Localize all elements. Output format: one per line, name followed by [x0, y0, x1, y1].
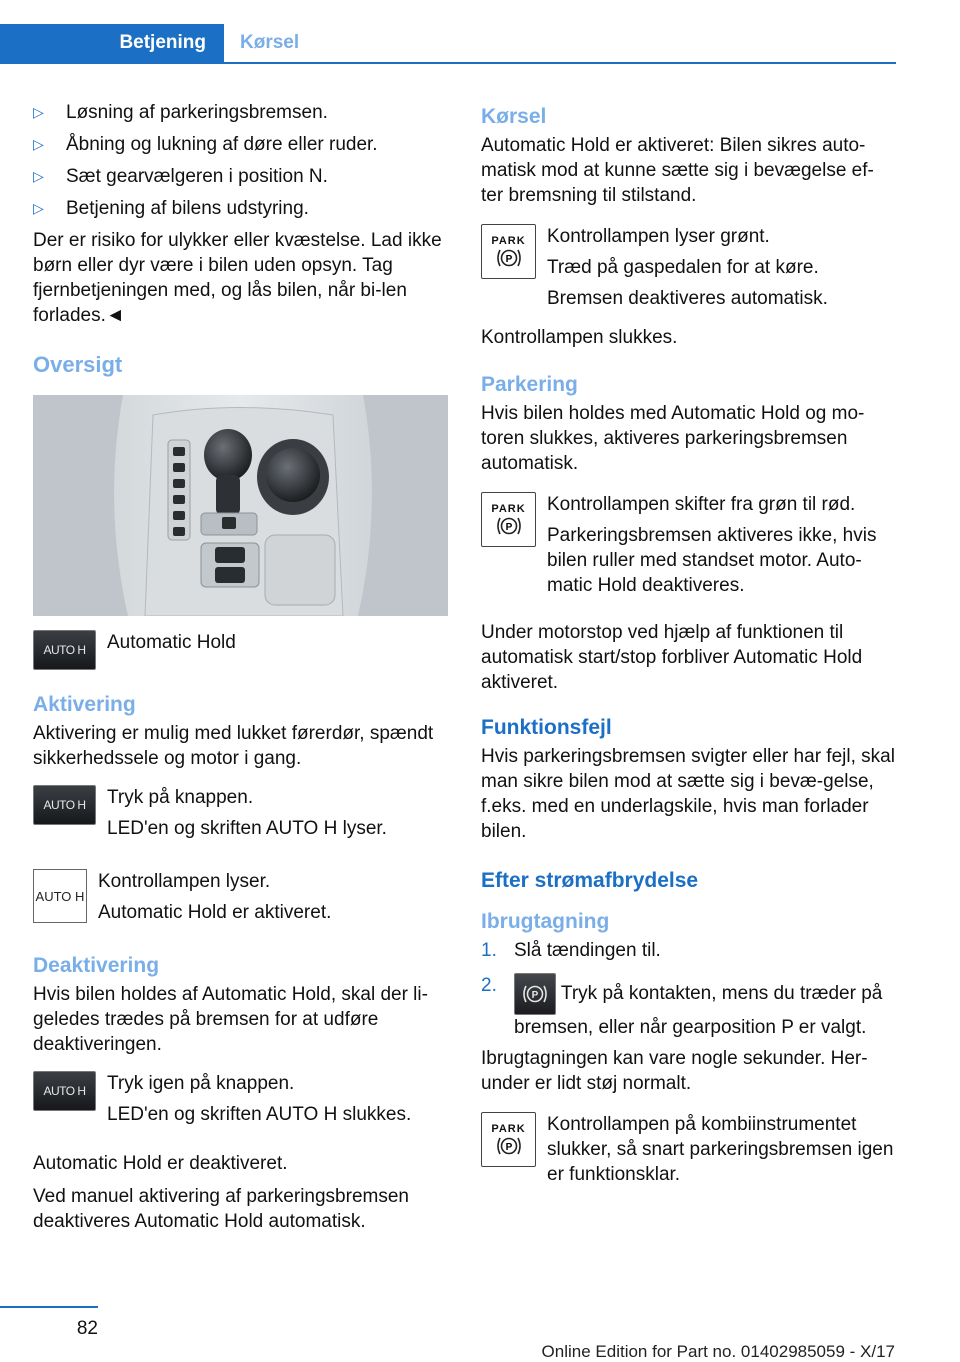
- funktionsfejl-heading: Funktionsfejl: [481, 716, 612, 739]
- korsel-heading: Kørsel: [481, 105, 547, 128]
- right-column: [481, 100, 895, 1201]
- lamp-text-2: Automatic Hold er aktiveret.: [98, 902, 332, 923]
- oversigt-heading: Oversigt: [33, 352, 123, 377]
- numbered-list: [481, 938, 895, 1040]
- list-item: 2. P Tryk på kontakten, mens du træder på bremsen, eller når gearposition P er valgt.: [481, 975, 883, 1038]
- korsel-lamp-3: Bremsen deaktiveres automatisk.: [547, 288, 828, 309]
- final-lamp-row: [481, 1112, 895, 1193]
- deaktivering-heading: Deaktivering: [33, 954, 160, 977]
- svg-text:P: P: [505, 1141, 512, 1153]
- aktivering-step-row: [33, 785, 448, 847]
- list-item: ▷ Sæt gearvælgeren i position N.: [33, 166, 328, 187]
- footer-rule: [0, 1306, 98, 1308]
- aktivering-heading: Aktivering: [33, 693, 136, 716]
- list-item: 1. Slå tændingen til.: [481, 940, 661, 961]
- bullet-list: [33, 100, 448, 221]
- korsel-lamp-row: [481, 224, 895, 317]
- center-console-illustration: [33, 395, 448, 616]
- triangle-bullet-icon: ▷: [33, 168, 44, 184]
- svg-text:P: P: [505, 253, 512, 265]
- parkering-heading: Parkering: [481, 373, 578, 396]
- triangle-bullet-icon: ▷: [33, 200, 44, 216]
- aktivering-step-1: Tryk på knappen.: [107, 787, 254, 808]
- deaktivering-text: Hvis bilen holdes af Automatic Hold, skal der li‐geledes trædes på bremsen for at udføre deaktiveringen.: [33, 984, 428, 1055]
- svg-text:P: P: [505, 521, 512, 533]
- deaktivering-step-1: Tryk igen på knappen.: [107, 1073, 295, 1094]
- auto-h-indicator-icon: AUTO H: [33, 869, 87, 923]
- console-photo: [33, 395, 448, 616]
- korsel-after: Kontrollampen slukkes.: [481, 327, 678, 348]
- warning-text: Der er risiko for ulykker eller kvæstelse. Lad ikke børn eller dyr være i bilen uden opsyn. Tag fjernbetjeningen med, og lås bilen, når bi‐len forlades.◄: [33, 230, 442, 326]
- ibrugtagning-heading: Ibrugtagning: [481, 910, 610, 933]
- parkering-lamp-2: Parkeringsbremsen aktiveres ikke, hvis bilen ruller med standset motor. Auto‐matic Hold deaktiveres.: [547, 525, 877, 596]
- parkering-lamp-1: Kontrollampen skifter fra grøn til rød.: [547, 494, 856, 515]
- tab-korsel[interactable]: Kørsel: [240, 32, 300, 53]
- strom-heading: Efter strømafbrydelse: [481, 869, 699, 892]
- parkering-after: Under motorstop ved hjælp af funktionen til automatisk start/stop forbliver Automatic Hold aktiveret.: [481, 622, 863, 693]
- funktionsfejl-text: Hvis parkeringsbremsen svigter eller har fejl, skal man sikre bilen mod at sætte sig i bevæ‐gelse, f.eks. med en underlagskile, hvis man forlader bilen.: [481, 746, 895, 842]
- list-item: ▷ Løsning af parkeringsbremsen.: [33, 102, 328, 123]
- lamp-row: [33, 869, 448, 931]
- deaktivering-step-2: LED'en og skriften AUTO H slukkes.: [107, 1104, 412, 1125]
- korsel-text: Automatic Hold er aktiveret: Bilen sikres auto‐matisk mod at kunne sætte sig i bevægelse ef‐ter bremsning til stilstand.: [481, 135, 874, 206]
- deaktivering-step-row: [33, 1071, 448, 1133]
- lamp-text-1: Kontrollampen lyser.: [98, 871, 271, 892]
- parkering-text: Hvis bilen holdes med Automatic Hold og mo‐toren slukkes, aktiveres parkeringsbremsen automatisk.: [481, 403, 865, 474]
- park-brake-switch-icon: [514, 973, 556, 1015]
- korsel-lamp-2: Træd på gaspedalen for at køre.: [547, 257, 819, 278]
- aktivering-text: Aktivering er mulig med lukket førerdør, spændt sikkerhedssele og motor i gang.: [33, 723, 434, 769]
- tab-bar: [0, 0, 896, 64]
- parkering-lamp-row: [481, 492, 895, 604]
- triangle-bullet-icon: ▷: [33, 104, 44, 120]
- park-brake-indicator-icon: PARK P: [481, 224, 536, 279]
- auto-h-button-icon: AUTO H: [33, 785, 96, 825]
- automatic-hold-label: Automatic Hold: [107, 632, 236, 653]
- ibrugtagning-after: Ibrugtagningen kan vare nogle sekunder. Her‐under er lidt støj normalt.: [481, 1048, 868, 1094]
- park-brake-indicator-icon: PARK P: [481, 492, 536, 547]
- final-lamp-text: Kontrollampen på kombiinstrumentet slukker, så snart parkeringsbremsen igen er funktionsklar.: [547, 1114, 894, 1185]
- automatic-hold-row: [33, 630, 448, 670]
- auto-h-button-icon: AUTO H: [33, 630, 96, 670]
- deaktivering-after-2: Ved manuel aktivering af parkeringsbremsen deaktiveres Automatic Hold automatisk.: [33, 1186, 409, 1232]
- park-brake-indicator-icon: PARK P: [481, 1112, 536, 1167]
- edition-text: Online Edition for Part no. 01402985059 - X/17: [541, 1342, 895, 1361]
- auto-h-button-icon: AUTO H: [33, 1071, 96, 1111]
- deaktivering-after-1: Automatic Hold er deaktiveret.: [33, 1153, 288, 1174]
- left-column: [33, 100, 448, 1234]
- aktivering-step-2: LED'en og skriften AUTO H lyser.: [107, 818, 387, 839]
- tab-betjening[interactable]: Betjening: [0, 24, 224, 62]
- triangle-bullet-icon: ▷: [33, 136, 44, 152]
- page-number: 82: [76, 1318, 98, 1339]
- list-item: ▷ Åbning og lukning af døre eller ruder.: [33, 134, 378, 155]
- korsel-lamp-1: Kontrollampen lyser grønt.: [547, 226, 770, 247]
- svg-text:P: P: [531, 990, 539, 1001]
- list-item: ▷ Betjening af bilens udstyring.: [33, 198, 309, 219]
